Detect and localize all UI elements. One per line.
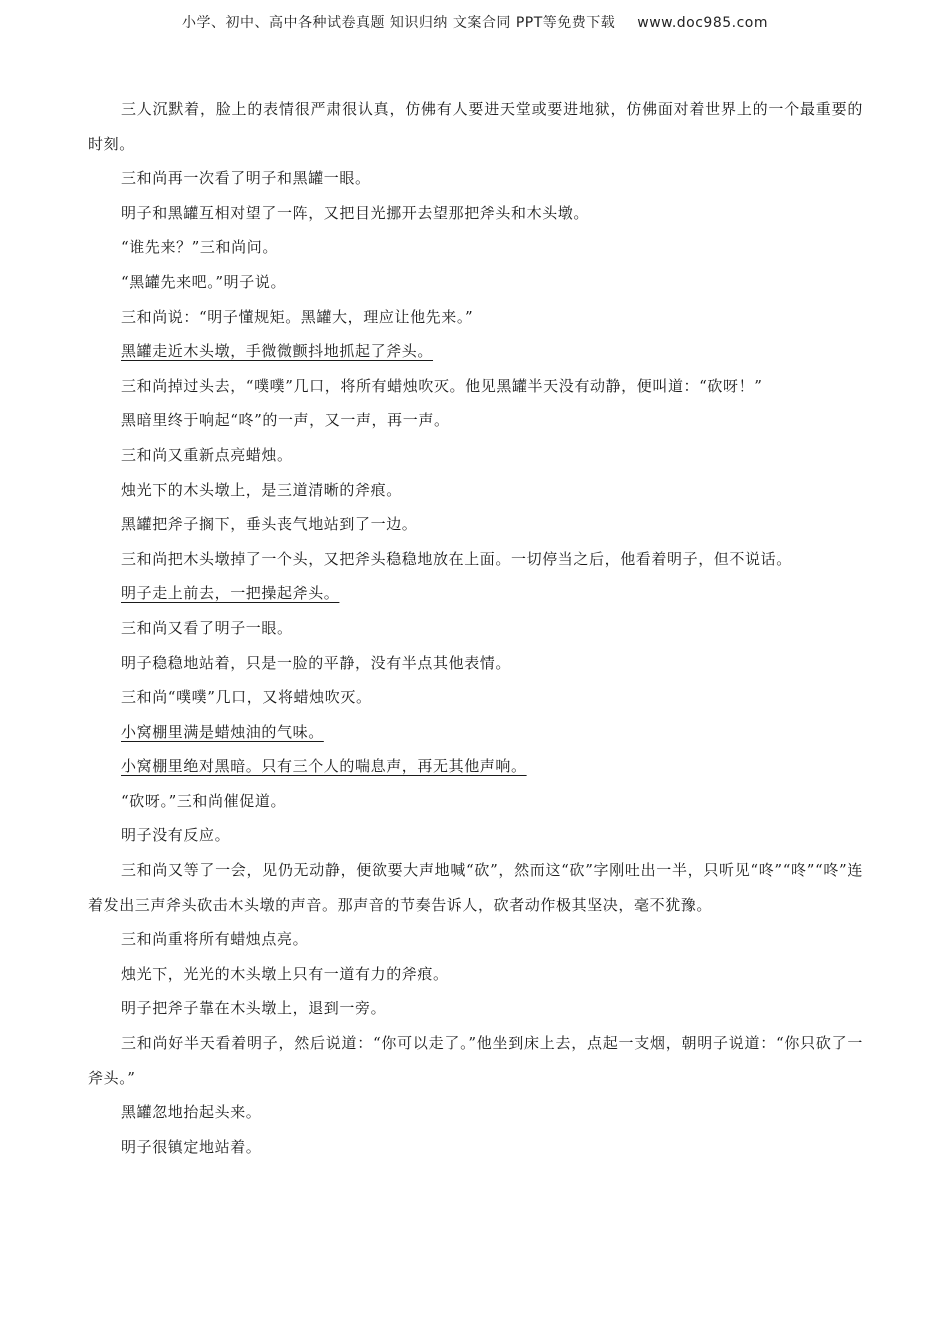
document-body (88, 92, 863, 1164)
underlined-paragraph: 黑罐走近木头墩，手微微颤抖地抓起了斧头。 (121, 342, 434, 361)
header-site-link[interactable]: www.doc985.com (637, 15, 769, 31)
paragraph: 明子和黑罐互相对望了一阵，又把目光挪开去望那把斧头和木头墩。 (121, 203, 590, 222)
underlined-paragraph: 小窝棚里绝对黑暗。只有三个人的喘息声，再无其他声响。 (121, 757, 527, 776)
page-header (0, 12, 950, 32)
paragraph: 烛光下，光光的木头墩上只有一道有力的斧痕。 (121, 964, 449, 983)
paragraph: 三和尚掉过头去，“噗噗”几口，将所有蜡烛吹灭。他见黑罐半天没有动静，便叫道：“砍呀！” (121, 376, 763, 395)
paragraph: “砍呀。”三和尚催促道。 (121, 791, 287, 810)
paragraph: 三和尚又看了明子一眼。 (121, 618, 293, 637)
paragraph: “黑罐先来吧。”明子说。 (121, 272, 287, 291)
paragraph: 三和尚“噗噗”几口，又将蜡烛吹灭。 (121, 688, 372, 707)
paragraph: 三和尚又重新点亮蜡烛。 (121, 445, 293, 464)
paragraph: 三人沉默着，脸上的表情很严肃很认真，仿佛有人要进天堂或要进地狱，仿佛面对着世界上的一个最重要的时刻。 (88, 100, 863, 153)
underlined-paragraph: 明子走上前去，一把操起斧头。 (121, 584, 340, 603)
paragraph: 黑罐忽地抬起头来。 (121, 1103, 262, 1122)
paragraph: 明子很镇定地站着。 (121, 1137, 262, 1156)
paragraph: 黑罐把斧子搁下，垂头丧气地站到了一边。 (121, 515, 418, 534)
paragraph: 明子没有反应。 (121, 826, 231, 845)
paragraph: 黑暗里终于响起“咚”的一声，又一声，再一声。 (121, 411, 450, 430)
paragraph: 三和尚重将所有蜡烛点亮。 (121, 930, 309, 949)
paragraph: 明子把斧子靠在木头墩上，退到一旁。 (121, 999, 387, 1018)
paragraph: 三和尚把木头墩掉了一个头，又把斧头稳稳地放在上面。一切停当之后，他看着明子，但不说话。 (121, 549, 792, 568)
paragraph: 三和尚说：“明子懂规矩。黑罐大，理应让他先来。” (121, 307, 474, 326)
underlined-paragraph: 小窝棚里满是蜡烛油的气味。 (121, 722, 324, 741)
paragraph: “谁先来？”三和尚问。 (121, 238, 278, 257)
paragraph: 三和尚再一次看了明子和黑罐一眼。 (121, 169, 371, 188)
paragraph: 明子稳稳地站着，只是一脸的平静，没有半点其他表情。 (121, 653, 512, 672)
paragraph: 烛光下的木头墩上，是三道清晰的斧痕。 (121, 480, 402, 499)
paragraph: 三和尚又等了一会，见仍无动静，便欲要大声地喊“砍”，然而这“砍”字刚吐出一半，只听见“咚”“咚”“咚”连着发出三声斧头砍击木头墩的声音。那声音的节奏告诉人，砍者动作极其坚决，毫不犹豫。 (88, 861, 863, 914)
header-text: 小学、初中、高中各种试卷真题 知识归纳 文案合同 PPT等免费下载 (181, 15, 616, 31)
paragraph: 三和尚好半天看着明子，然后说道：“你可以走了。”他坐到床上去，点起一支烟，朝明子说道：“你只砍了一斧头。” (88, 1034, 863, 1087)
